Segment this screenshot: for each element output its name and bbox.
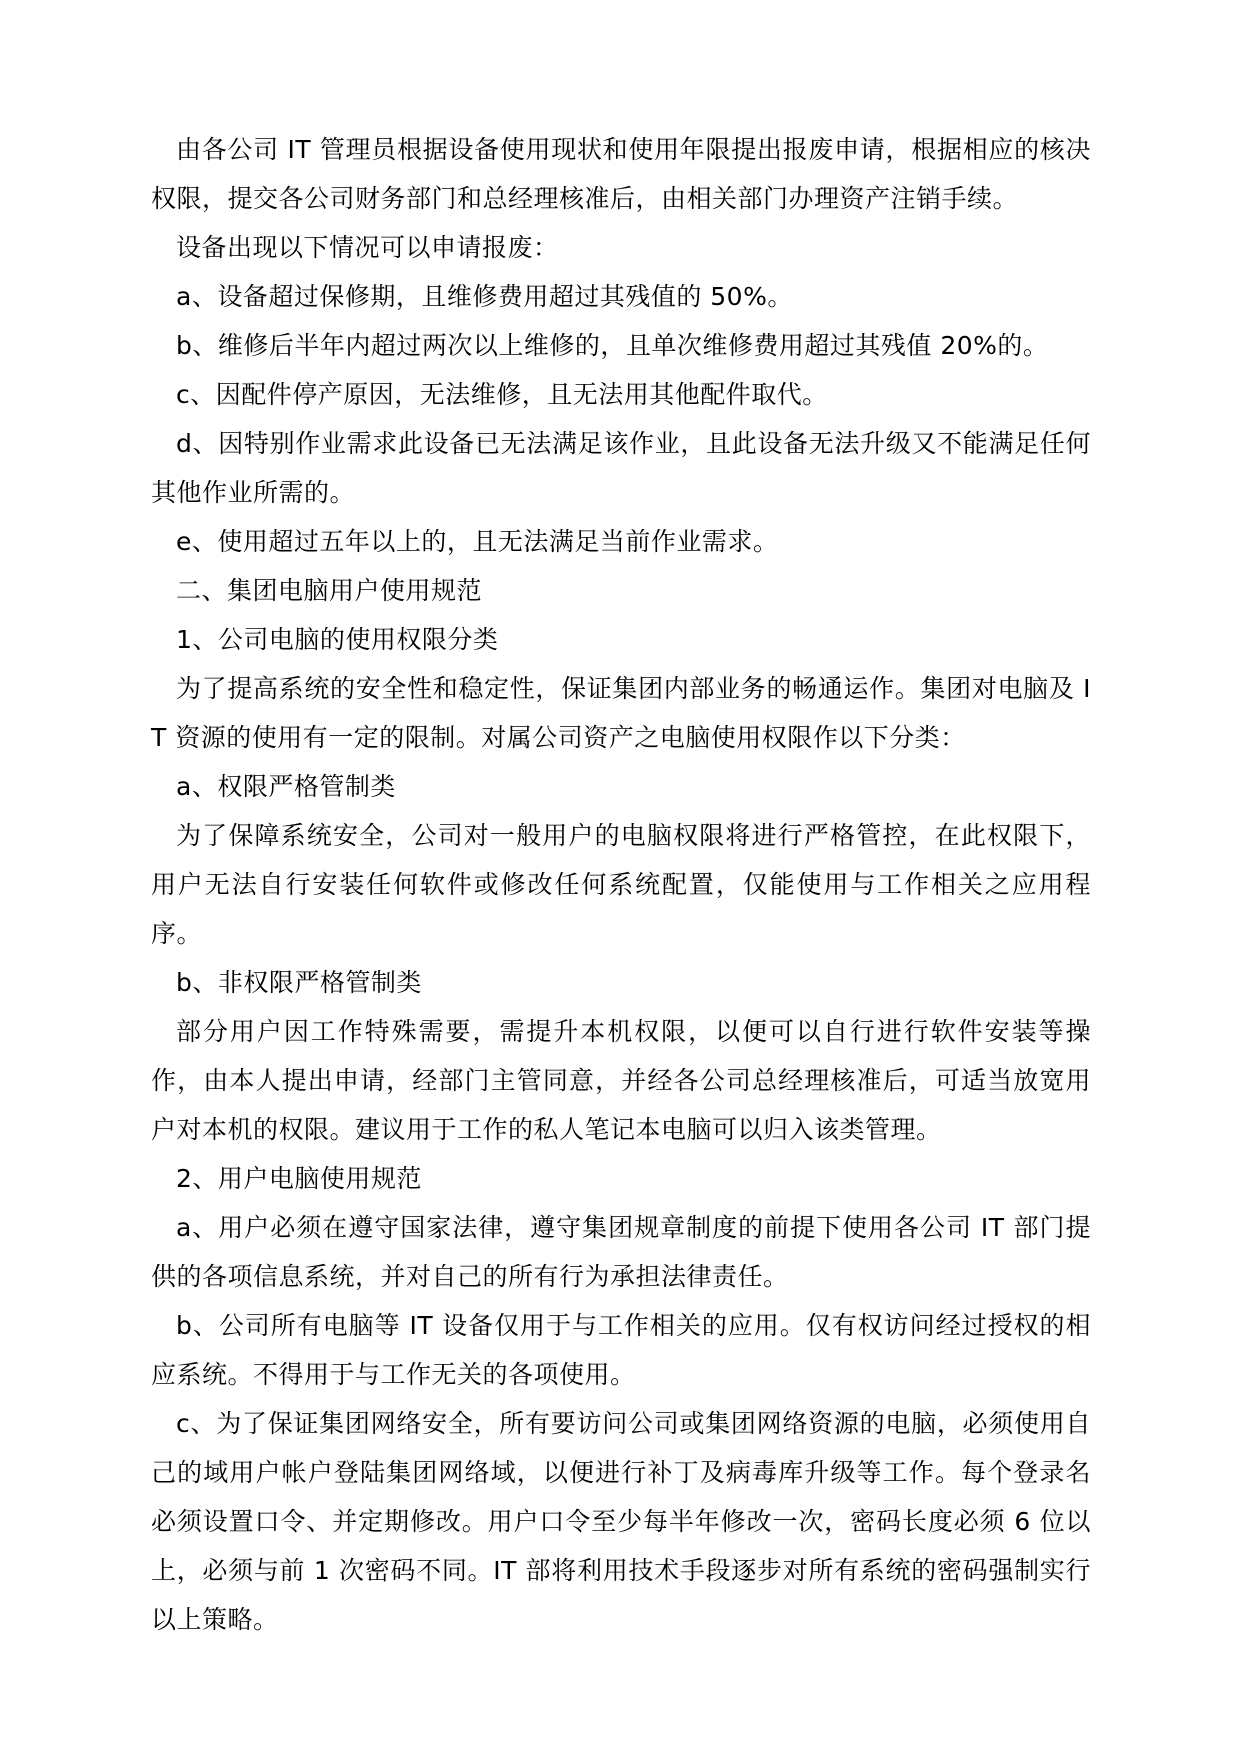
section-heading-user-rules: 二、集团电脑用户使用规范 [176,576,483,605]
paragraph-non-strict-control: 部分用户因工作特殊需要，需提升本机权限，以便可以自行进行软件安装等操作，由本人提出申请，经部门主管同意，并经各公司总经理核准后，可适当放宽用户对本机的权限。建议用于工作的私人笔记本电脑可以归入该类管理。 [151,1017,1091,1144]
subsection-heading-usage-rules: 2、用户电脑使用规范 [176,1164,422,1193]
paragraph-permission-intro: 为了提高系统的安全性和稳定性，保证集团内部业务的畅通运作。集团对电脑及 IT 资源的使用有一定的限制。对属公司资产之电脑使用权限作以下分类： [151,674,1091,752]
list-item-condition-d: d、因特别作业需求此设备已无法满足该作业，且此设备无法升级又不能满足任何其他作业所需的。 [151,429,1091,507]
list-item-rule-b: b、公司所有电脑等 IT 设备仅用于与工作相关的应用。仅有权访问经过授权的相应系统。不得用于与工作无关的各项使用。 [151,1311,1091,1389]
paragraph-scrap-approval: 由各公司 IT 管理员根据设备使用现状和使用年限提出报废申请，根据相应的核决权限，提交各公司财务部门和总经理核准后，由相关部门办理资产注销手续。 [151,135,1091,213]
list-item-non-strict-control: b、非权限严格管制类 [176,968,422,997]
list-item-condition-a: a、设备超过保修期，且维修费用超过其残值的 50%。 [176,282,793,311]
list-item-condition-c: c、因配件停产原因，无法维修，且无法用其他配件取代。 [176,380,828,409]
list-item-rule-a: a、用户必须在遵守国家法律，遵守集团规章制度的前提下使用各公司 IT 部门提供的各项信息系统，并对自己的所有行为承担法律责任。 [151,1213,1091,1291]
subsection-heading-permission-classes: 1、公司电脑的使用权限分类 [176,625,499,654]
list-item-rule-c: c、为了保证集团网络安全，所有要访问公司或集团网络资源的电脑，必须使用自己的域用户帐户登陆集团网络域，以便进行补丁及病毒库升级等工作。每个登录名必须设置口令、并定期修改。用户口令至少每半年修改一次，密码长度必须 6 位以上，必须与前 1 次密码不同。IT 部将利用技术手段逐步对所有系统的密码强制实行以上策略。 [151,1409,1091,1634]
paragraph-strict-control: 为了保障系统安全，公司对一般用户的电脑权限将进行严格管控，在此权限下，用户无法自行安装任何软件或修改任何系统配置，仅能使用与工作相关之应用程序。 [151,821,1091,948]
document-page [151,125,1091,1644]
paragraph-scrap-conditions-intro: 设备出现以下情况可以申请报废： [176,233,559,262]
list-item-strict-control: a、权限严格管制类 [176,772,396,801]
list-item-condition-e: e、使用超过五年以上的，且无法满足当前作业需求。 [176,527,779,556]
list-item-condition-b: b、维修后半年内超过两次以上维修的，且单次维修费用超过其残值 20%的。 [176,331,1049,360]
